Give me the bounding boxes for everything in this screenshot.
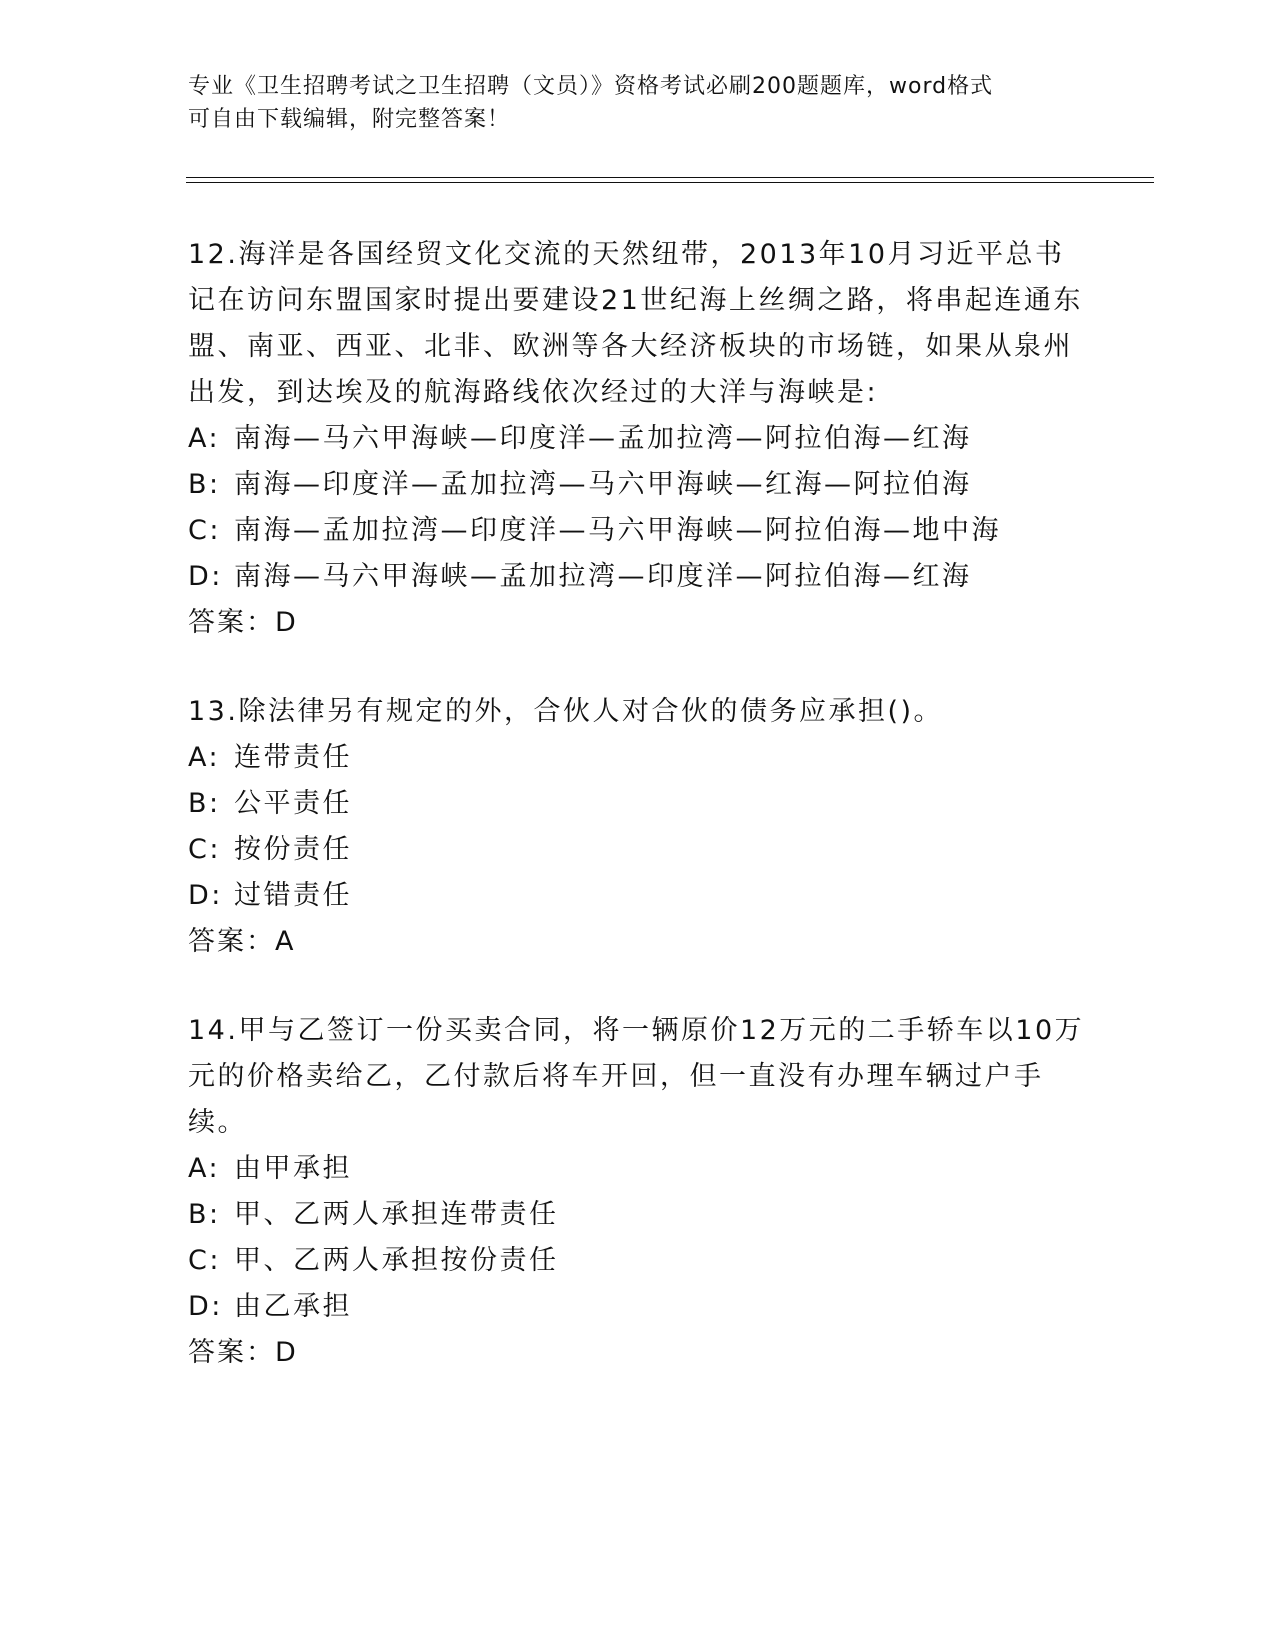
header-line-2: 可自由下载编辑，附完整答案！ <box>188 107 511 132</box>
option-c <box>188 1238 1088 1284</box>
option-text: 南海—马六甲海峡—印度洋—孟加拉湾—阿拉伯海—红海 <box>234 423 972 454</box>
option-letter: D: <box>188 561 223 592</box>
option-text: 南海—马六甲海峡—孟加拉湾—印度洋—阿拉伯海—红海 <box>234 561 972 592</box>
option-text: 甲、乙两人承担按份责任 <box>234 1245 559 1276</box>
question-stem: 12.海洋是各国经贸文化交流的天然纽带，2013年10月习近平总书记在访问东盟国家时提出要建设21世纪海上丝绸之路，将串起连通东盟、南亚、西亚、北非、欧洲等各大经济板块的市场链，如果从泉州出发，到达埃及的航海路线依次经过的大洋与海峡是: <box>188 239 1083 408</box>
option-letter: C: <box>188 834 221 865</box>
option-d <box>188 873 1088 919</box>
option-letter: D: <box>188 880 223 911</box>
option-text: 南海—孟加拉湾—印度洋—马六甲海峡—阿拉伯海—地中海 <box>234 515 1001 546</box>
option-d <box>188 554 1088 600</box>
answer-line <box>188 600 1088 646</box>
option-text: 连带责任 <box>234 742 352 773</box>
option-a <box>188 735 1088 781</box>
option-letter: C: <box>188 1245 221 1276</box>
option-b <box>188 462 1088 508</box>
answer-value: A <box>275 926 294 957</box>
option-letter: A: <box>188 742 221 773</box>
question-13 <box>188 689 1088 965</box>
option-c <box>188 508 1088 554</box>
option-text: 甲、乙两人承担连带责任 <box>234 1199 559 1230</box>
option-b <box>188 781 1088 827</box>
option-d <box>188 1284 1088 1330</box>
question-stem: 13.除法律另有规定的外，合伙人对合伙的债务应承担()。 <box>188 696 944 727</box>
option-letter: B: <box>188 788 221 819</box>
option-text: 过错责任 <box>234 880 352 911</box>
option-letter: B: <box>188 1199 221 1230</box>
option-c <box>188 827 1088 873</box>
option-letter: A: <box>188 1153 221 1184</box>
answer-label: 答案： <box>188 607 275 638</box>
option-text: 由甲承担 <box>234 1153 352 1184</box>
answer-line <box>188 1330 1088 1376</box>
question-stem: 14.甲与乙签订一份买卖合同，将一辆原价12万元的二手轿车以10万元的价格卖给乙，乙付款后将车开回，但一直没有办理车辆过户手续。 <box>188 1015 1085 1138</box>
document-header <box>188 70 1068 136</box>
answer-label: 答案： <box>188 1337 275 1368</box>
answer-value: D <box>275 607 296 638</box>
option-letter: B: <box>188 469 221 500</box>
option-letter: C: <box>188 515 221 546</box>
option-text: 公平责任 <box>234 788 352 819</box>
header-divider-top <box>186 177 1154 178</box>
option-a <box>188 1146 1088 1192</box>
option-text: 由乙承担 <box>234 1291 352 1322</box>
option-letter: D: <box>188 1291 223 1322</box>
option-text: 南海—印度洋—孟加拉湾—马六甲海峡—红海—阿拉伯海 <box>234 469 972 500</box>
question-12 <box>188 232 1088 646</box>
question-list <box>188 232 1088 1419</box>
header-divider-bottom <box>186 182 1154 183</box>
answer-line <box>188 919 1088 965</box>
header-line-1: 专业《卫生招聘考试之卫生招聘（文员）》资格考试必刷200题题库，word格式 <box>188 74 994 99</box>
option-b <box>188 1192 1088 1238</box>
answer-label: 答案： <box>188 926 275 957</box>
option-a <box>188 416 1088 462</box>
option-text: 按份责任 <box>234 834 352 865</box>
question-14 <box>188 1008 1088 1376</box>
option-letter: A: <box>188 423 221 454</box>
answer-value: D <box>275 1337 296 1368</box>
